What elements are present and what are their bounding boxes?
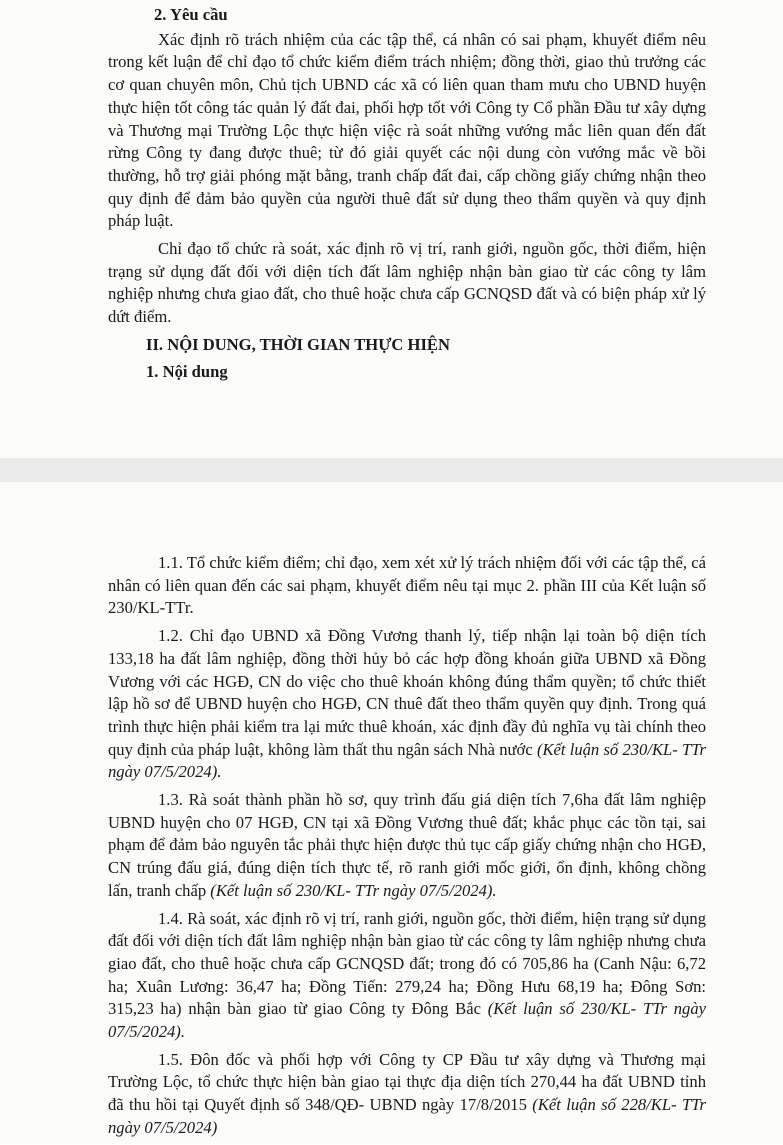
item-1-3-text: 1.3. Rà soát thành phần hồ sơ, quy trình đấu giá diện tích 7,6ha đất lâm nghiệp UBND huyện cho 07 HGĐ, CN tại xã Đồng Vương thuê đất; khắc phục các tồn tại, sai phạm để đảm bảo nguyên tắc phải thực hiện được thủ tục cấp giấy chứng nhận cho HGĐ, CN trúng đấu giá, đúng diện tích thực tế, rõ ranh giới mốc giới, ổn định, không chồng lấn, tranh chấp xyxy=(108,790,706,900)
item-1-4-reference: (Kết luận số 230/KL- TTr ngày 07/5/2024). xyxy=(108,999,706,1042)
item-1-4 xyxy=(108,908,706,1044)
item-1-3 xyxy=(108,789,706,903)
item-1-1 xyxy=(108,552,706,620)
page-top-content xyxy=(108,4,706,383)
item-1-2-text: 1.2. Chỉ đạo UBND xã Đồng Vương thanh lý, tiếp nhận lại toàn bộ diện tích 133,18 ha đất lâm nghiệp, đồng thời hủy bỏ các hợp đồng khoán giữa UBND xã Đồng Vương với các HGĐ, CN do việc cho thuê khoán không đúng thẩm quyền; tổ chức thiết lập hồ sơ để UBND huyện cho HGĐ, CN thuê đất theo thẩm quyền quy định. Trong quá trình thực hiện phải kiểm tra lại mức thuê khoán, xác định đầy đủ nghĩa vụ tài chính theo quy định của pháp luật, không làm thất thu ngân sách Nhà nước xyxy=(108,626,706,759)
content-heading: 1. Nội dung xyxy=(146,361,228,381)
item-1-5-text: 1.5. Đôn đốc và phối hợp với Công ty CP Đầu tư xây dựng và Thương mại Trường Lộc, tổ chức thực hiện bàn giao tại thực địa diện tích 270,44 ha đất UBND tỉnh đã thu hồi tại Quyết định số 348/QĐ- UBND ngày 17/8/2015 xyxy=(108,1049,706,1115)
item-1-2-reference: (Kết luận số 230/KL- TTr ngày 07/5/2024). xyxy=(108,739,706,782)
section-ii-heading: II. NỘI DUNG, THỜI GIAN THỰC HIỆN xyxy=(146,334,450,354)
item-1-5-reference: (Kết luận số 228/KL- TTr ngày 07/5/2024) xyxy=(108,1095,706,1137)
item-1-1-text: 1.1. Tổ chức kiểm điểm; chỉ đạo, xem xét xử lý trách nhiệm đối với các tập thể, cá nhân có liên quan đến các sai phạm, khuyết điểm nêu tại mục 2. phần III của Kết luận số 230/KL-TTr. xyxy=(108,553,706,618)
page-bottom-content xyxy=(108,552,706,1145)
page-separator xyxy=(0,458,783,482)
document-page-top xyxy=(0,0,783,458)
requirement-paragraph-1: Xác định rõ trách nhiệm của các tập thể, cá nhân có sai phạm, khuyết điểm nêu trong kết luận để chỉ đạo tổ chức kiểm điểm trách nhiệm; đồng thời, giao thủ trưởng các cơ quan chuyên môn, Chủ tịch UBND các xã có liên quan tham mưu cho UBND huyện thực hiện tốt công tác quản lý đất đai, phối hợp tốt với Công ty Cổ phần Đầu tư xây dựng và Thương mại Trường Lộc thực hiện việc rà soát những vướng mắc liên quan đến đất rừng Công ty đang được thuê; từ đó giải quyết các nội dung còn vướng mắc về bồi thường, hỗ trợ giải phóng mặt bằng, tranh chấp đất đai, cấp chồng giấy chứng nhận theo quy định để đảm bảo quyền của người thuê đất sử dụng theo thẩm quyền và quy định pháp luật. xyxy=(108,29,706,231)
item-1-2 xyxy=(108,625,706,784)
item-1-3-reference: (Kết luận số 230/KL- TTr ngày 07/5/2024). xyxy=(210,880,497,900)
item-1-5 xyxy=(108,1049,706,1140)
item-1-4-text: 1.4. Rà soát, xác định rõ vị trí, ranh giới, nguồn gốc, thời điểm, hiện trạng sử dụng đất đối với diện tích đất lâm nghiệp nhận bàn giao từ các công ty lâm nghiệp nhưng chưa giao đất, cho thuê hoặc chưa cấp GCNQSD đất; trong đó có 705,86 ha (Canh Nậu: 6,72 ha; Xuân Lương: 36,47 ha; Đồng Tiến: 279,24 ha; Đồng Hưu 68,19 ha; Đông Sơn: 315,23 ha) nhận bàn giao từ giao Công ty Đông Bắc xyxy=(108,908,706,1019)
requirement-heading: 2. Yêu cầu xyxy=(154,5,228,24)
requirement-paragraph-2: Chỉ đạo tổ chức rà soát, xác định rõ vị trí, ranh giới, nguồn gốc, thời điểm, hiện trạng sử dụng đất đối với diện tích đất lâm nghiệp nhận bàn giao từ các công ty lâm nghiệp nhưng chưa giao đất, cho thuê hoặc chưa cấp GCNQSD đất và có biện pháp xử lý dứt điểm. xyxy=(108,239,706,327)
